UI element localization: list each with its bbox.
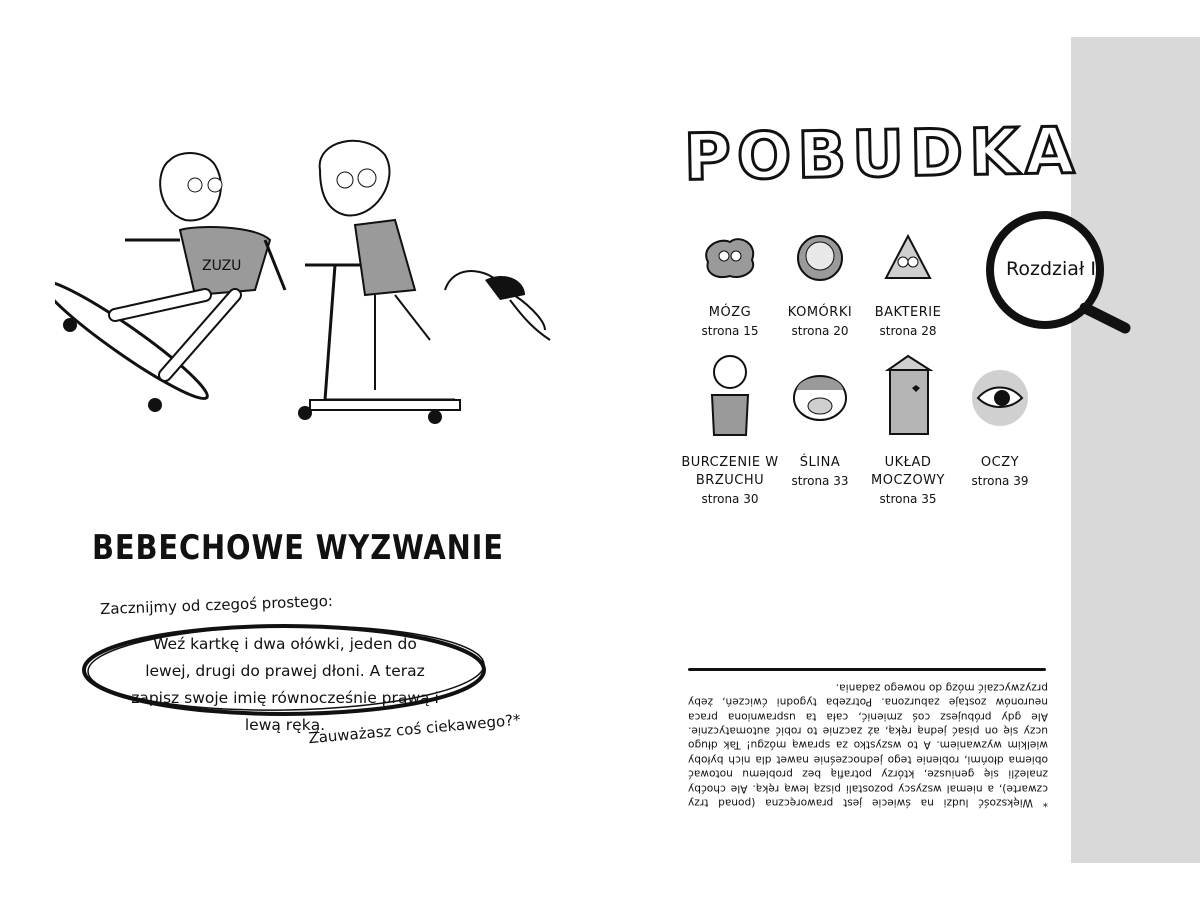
boy-on-scooter-figure (298, 141, 460, 424)
contents-item-bakterie[interactable] (848, 232, 968, 340)
chapter-title: POBUDKA (683, 114, 1081, 196)
saliva-face-icon (790, 350, 850, 440)
contents-page: strona 30 (701, 492, 759, 506)
contents-label: UKŁAD MOCZOWY (871, 455, 945, 488)
footnote-upside-down: * Większość ludzi na świecie jest praworęczna (ponad trzy czwarte), a niemal wszyscy pozostali piszą lewą ręką. Ale choćby znaleźli się geniusze, którzy potrafią bez problemu notować obiema dłońmi, robienie tego jednocześnie nawet dla nich byłoby wielkim wyzwaniem. A to wszystko za sprawą mózgu! Tak długo uczy się on pisać jedną ręką, aż zacznie to robić automatycznie. Ale gdy próbujesz coś zmienić, cała ta usprawniona praca neuronów zostaje zaburzona. Potrzeba tygodni ćwiczeń, żeby przyzwyczaić mózg do nowego zadania. (688, 681, 1048, 809)
challenge-question: Zauważasz coś ciekawego?* (307, 710, 522, 748)
outhouse-icon (878, 350, 938, 440)
contents-label: KOMÓRKI (787, 305, 853, 320)
bacteria-icon (878, 232, 938, 284)
contents-page: strona 39 (971, 474, 1029, 488)
challenge-intro: Zacznijmy od czegoś prostego: (99, 591, 334, 619)
brain-icon (700, 232, 760, 284)
shirt-text: ZUZU (202, 258, 242, 274)
challenge-heading: BEBECHOWE WYZWANIE (92, 528, 504, 568)
contents-label: BURCZENIE W BRZUCHU (681, 455, 779, 488)
contents-label: BAKTERIE (874, 305, 942, 320)
contents-page: strona 33 (791, 474, 849, 488)
contents-label: ŚLINA (799, 455, 841, 470)
chapter-number: Rozdział I (1006, 258, 1096, 280)
contents-page: strona 35 (879, 492, 937, 506)
contents-page: strona 20 (791, 324, 849, 338)
contents-item-oczy[interactable] (940, 350, 1060, 490)
kids-skating-illustration (55, 130, 555, 450)
cell-icon (790, 232, 850, 284)
footnote-divider (688, 668, 1046, 671)
contents-page: strona 15 (701, 324, 759, 338)
eye-icon (970, 350, 1030, 440)
challenge-task-text: Weź kartkę i dwa ołówki, jeden do lewej, drugi do prawej dłoni. A teraz zapisz swoje imię równocześnie prawą i lewą ręką. (131, 635, 439, 734)
rumbling-stomach-icon (700, 350, 760, 440)
page-margin-bar (1071, 37, 1200, 863)
contents-page: strona 28 (879, 324, 937, 338)
dog-figure (445, 271, 550, 340)
contents-label: MÓZG (708, 305, 752, 320)
contents-label: OCZY (980, 455, 1020, 470)
